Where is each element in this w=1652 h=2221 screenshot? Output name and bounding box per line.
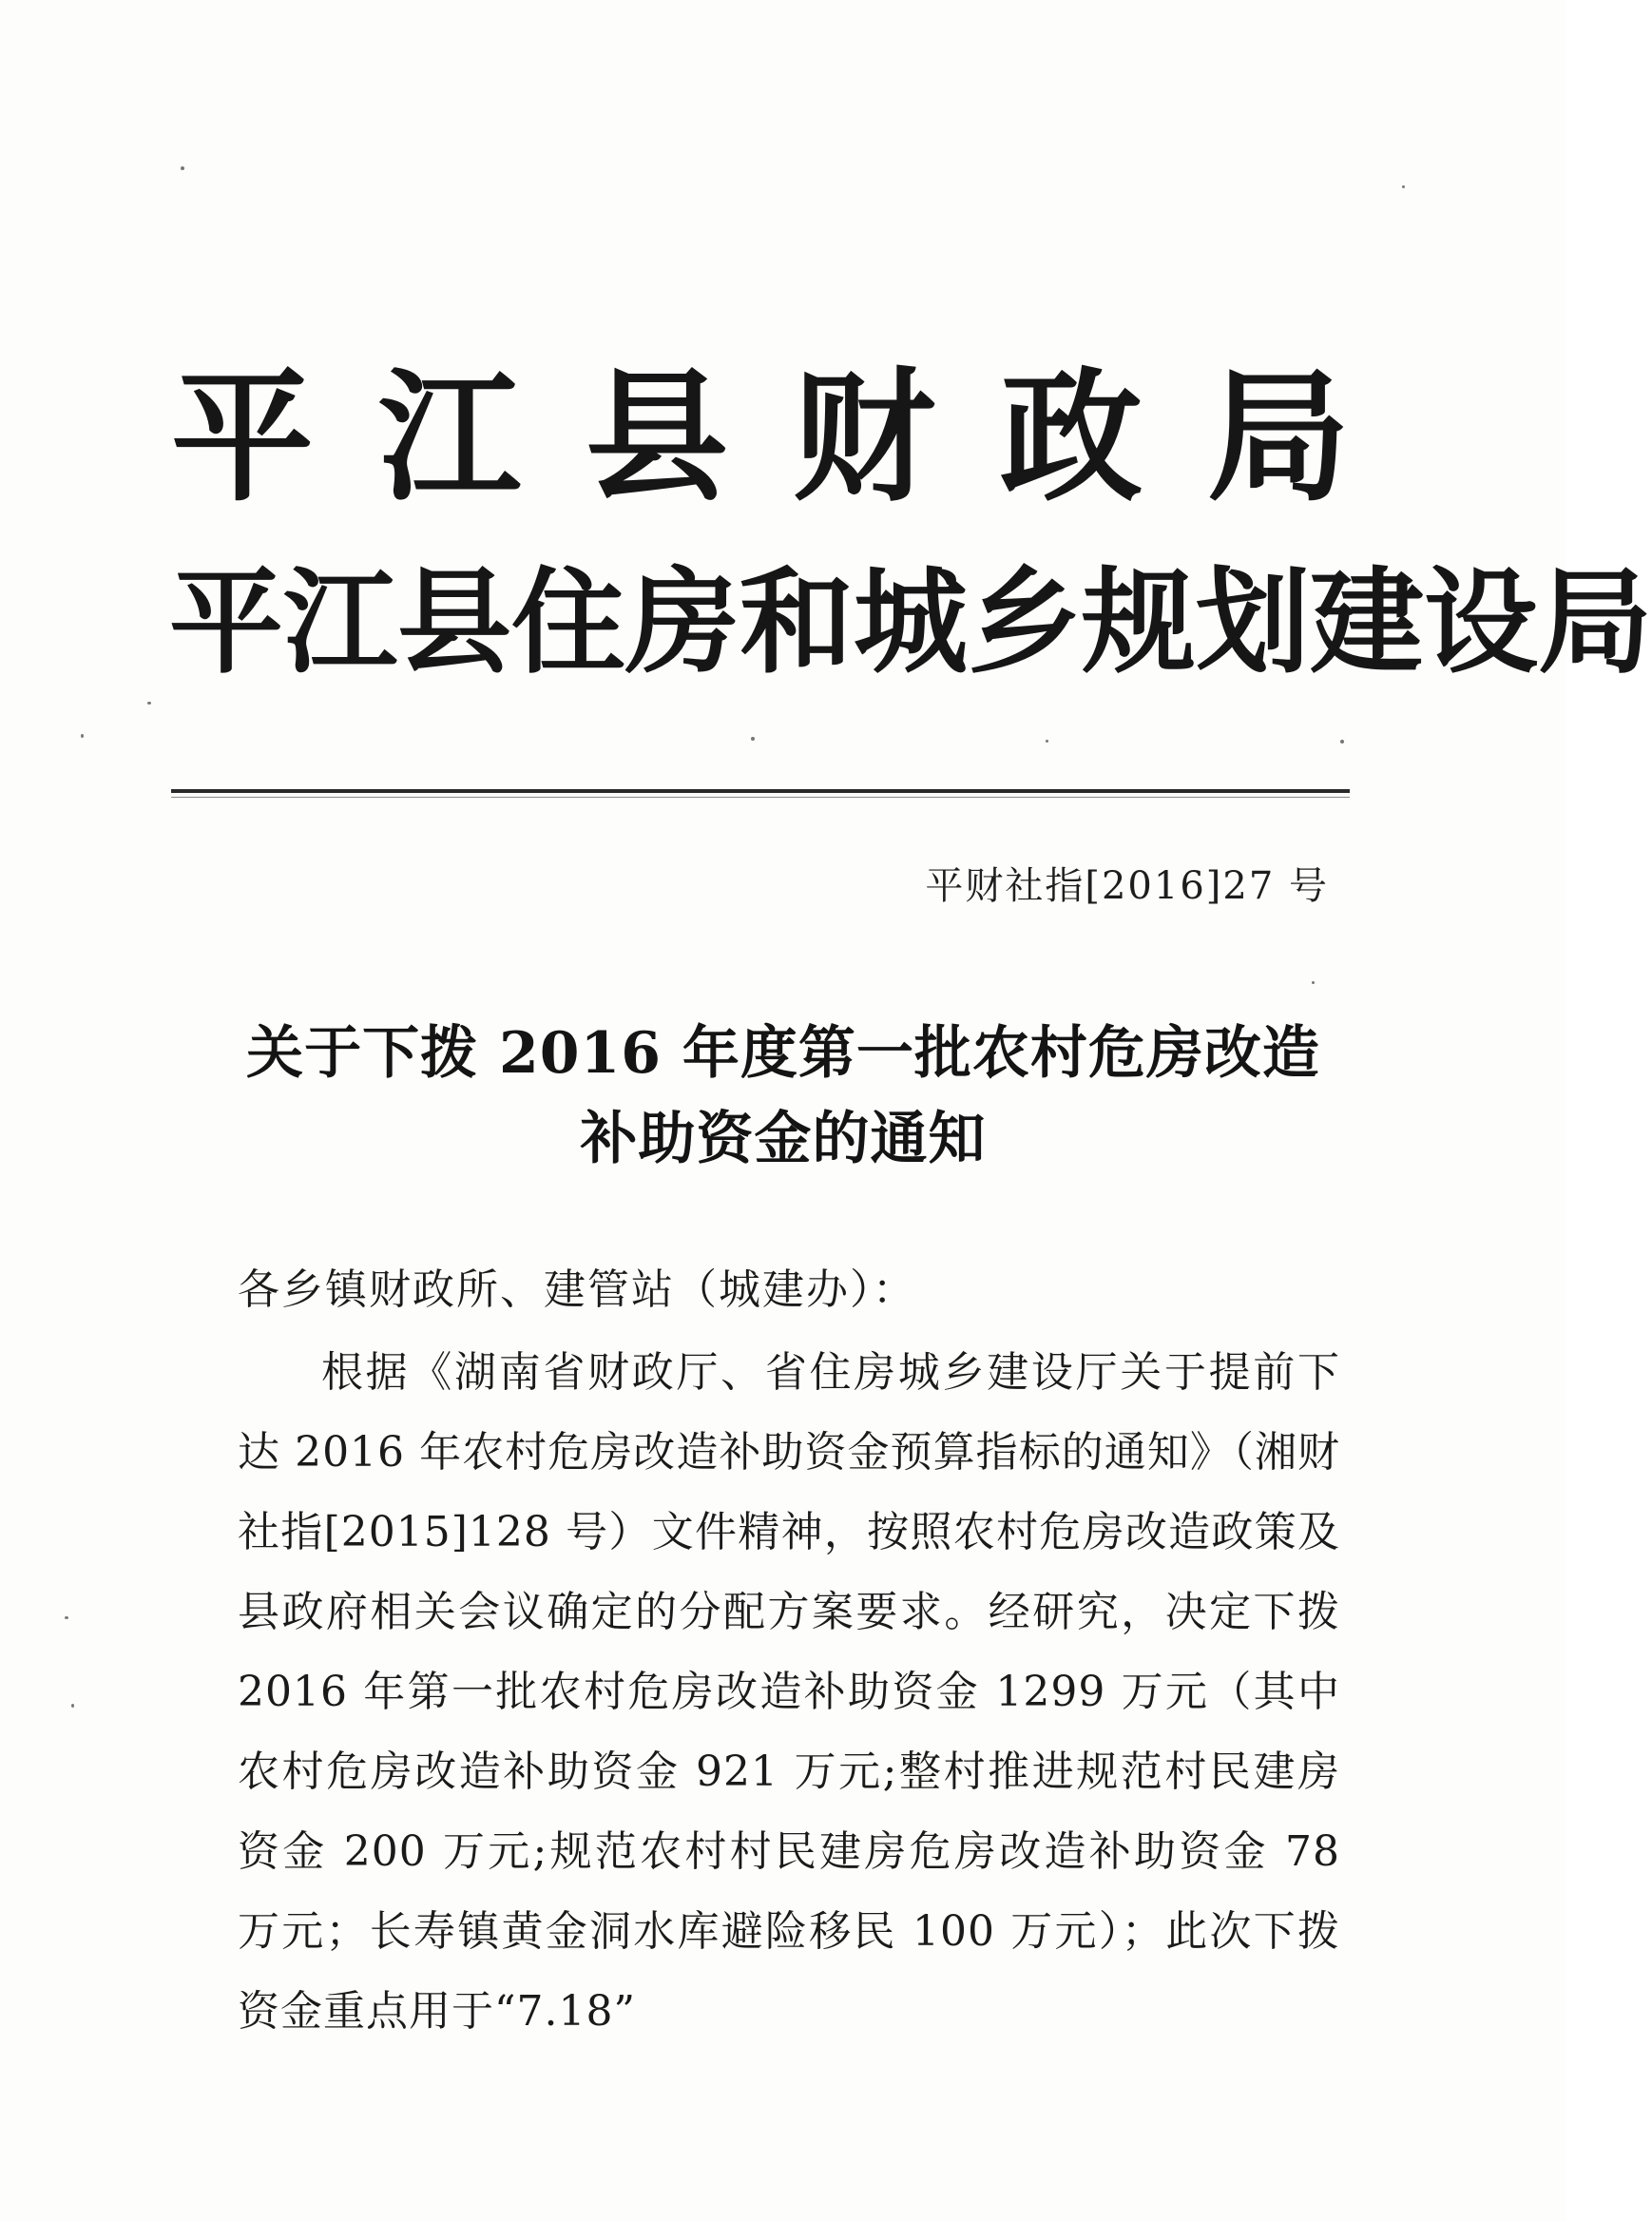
scan-speck bbox=[751, 737, 755, 741]
scan-speck bbox=[71, 1704, 74, 1708]
document-title-line-2: 补助资金的通知 bbox=[580, 1106, 987, 1172]
scan-speck bbox=[147, 702, 151, 705]
issuer-char: 县 bbox=[585, 354, 728, 521]
scan-speck bbox=[1046, 740, 1048, 743]
salutation: 各乡镇财政所、建管站（城建办）： bbox=[238, 1265, 916, 1314]
scan-speck bbox=[1312, 981, 1315, 984]
issuer-char: 江 bbox=[283, 555, 397, 689]
scan-speck bbox=[81, 734, 84, 738]
scan-speck bbox=[65, 1616, 68, 1619]
issuer-char: 和 bbox=[740, 555, 854, 689]
issuer-char: 规 bbox=[1082, 555, 1196, 689]
issuer-char: 政 bbox=[999, 354, 1143, 521]
issuer-char: 平 bbox=[171, 354, 315, 521]
issuer-char: 设 bbox=[1424, 555, 1538, 689]
issuer-line-housing-bureau bbox=[169, 555, 1652, 689]
issuer-char: 江 bbox=[377, 354, 521, 521]
issuer-char: 划 bbox=[1196, 555, 1310, 689]
scan-speck bbox=[181, 166, 184, 170]
body-paragraph: 根据《湖南省财政厅、省住房城乡建设厅关于提前下达 2016 年农村危房改造补助资金预算指标的通知》（湘财社指[2015]128 号）文件精神，按照农村危房改造政策及县政府相关会议确定的分配方案要求。经研究，决定下拨 2016 年第一批农村危房改造补助资金 1299 万元（其中农村危房改造补助资金 921 万元;整村推进规范村民建房资金 200 万元;规范农村村民建房危房改造补助资金 78 万元；长寿镇黄金洞水库避险移民 100 万元）；此次下拨资金重点用于“7.18” bbox=[238, 1348, 1340, 2036]
issuer-char: 局 bbox=[1206, 354, 1350, 521]
issuer-char: 房 bbox=[625, 555, 740, 689]
header-divider-shadow bbox=[171, 797, 1350, 798]
issuer-char: 建 bbox=[1310, 555, 1424, 689]
header-divider bbox=[171, 789, 1350, 793]
issuer-char: 乡 bbox=[968, 555, 1082, 689]
issuer-char: 城 bbox=[854, 555, 968, 689]
issuer-line-finance-bureau bbox=[171, 354, 1350, 521]
document-number: 平财社指[2016]27 号 bbox=[925, 864, 1329, 908]
issuer-char: 财 bbox=[792, 354, 935, 521]
scan-speck bbox=[1340, 740, 1344, 744]
issuer-char: 县 bbox=[397, 555, 511, 689]
scan-speck bbox=[1402, 185, 1405, 188]
issuer-char: 局 bbox=[1538, 555, 1652, 689]
issuer-char: 平 bbox=[169, 555, 283, 689]
document-title-line-1: 关于下拨 2016 年度第一批农村危房改造 bbox=[246, 1020, 1320, 1087]
issuer-char: 住 bbox=[511, 555, 625, 689]
